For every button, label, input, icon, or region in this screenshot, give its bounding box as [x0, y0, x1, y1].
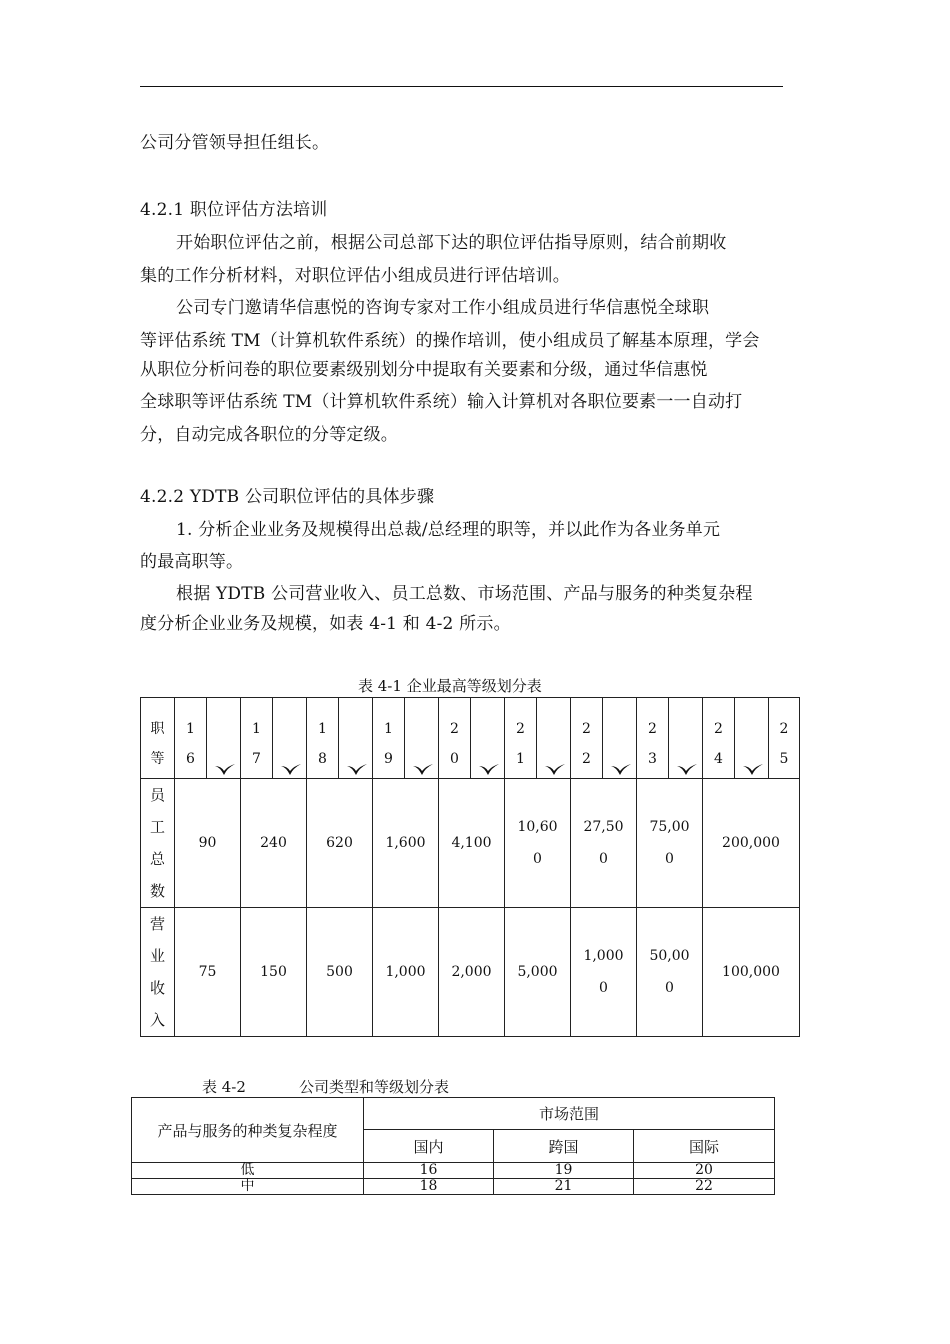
table1-caption: 表 4-1 企业最高等级划分表: [358, 677, 542, 695]
table-row: [132, 1163, 775, 1179]
checkmark-icon: [345, 763, 369, 777]
table-cell: 200,000: [703, 779, 800, 908]
paragraph-text: 1. 分析企业业务及规模得出总裁/总经理的职等，并以此作为各业务单元: [176, 520, 721, 540]
table-cell: 1,600: [373, 779, 439, 908]
paragraph-text: 开始职位评估之前，根据公司总部下达的职位评估指导原则，结合前期收: [176, 233, 727, 253]
table-cell: 18: [364, 1179, 494, 1195]
check-cell: [735, 698, 769, 779]
table-cell: 19: [494, 1163, 634, 1179]
table-cell: 27,50 0: [571, 779, 637, 908]
paragraph-text: 等评估系统 TM（计算机软件系统）的操作培训，使小组成员了解基本原理，学会: [140, 331, 760, 351]
table2-row-header: 产品与服务的种类复杂程度: [132, 1098, 364, 1163]
grade-cell: 2 2: [571, 698, 603, 779]
table1-row-revenue: [141, 908, 800, 1037]
grade-cell: 1 9: [373, 698, 405, 779]
table-cell: 240: [241, 779, 307, 908]
check-cell: [207, 698, 241, 779]
checkmark-icon: [213, 763, 237, 777]
paragraph-text: 从职位分析问卷的职位要素级别划分中提取有关要素和分级，通过华信惠悦: [140, 360, 708, 380]
table-cell: 50,00 0: [637, 908, 703, 1037]
table-cell: 4,100: [439, 779, 505, 908]
table-4-1: [140, 697, 800, 1037]
checkmark-icon: [279, 763, 303, 777]
checkmark-icon: [675, 763, 699, 777]
grade-cell: 1 8: [307, 698, 339, 779]
checkmark-icon: [543, 763, 567, 777]
table-cell: 2,000: [439, 908, 505, 1037]
grade-cell: 2 0: [439, 698, 471, 779]
table-cell: 1,000: [373, 908, 439, 1037]
check-cell: [603, 698, 637, 779]
table1-row-employees: [141, 779, 800, 908]
row-label-employees: 员 工 总 数: [141, 779, 175, 908]
column-header: 国内: [364, 1130, 494, 1163]
table-cell: 75: [175, 908, 241, 1037]
row-label: 中: [132, 1179, 364, 1195]
table-cell: 75,00 0: [637, 779, 703, 908]
checkmark-icon: [411, 763, 435, 777]
check-cell: [537, 698, 571, 779]
row-label: 低: [132, 1163, 364, 1179]
grade-cell: 2 3: [637, 698, 669, 779]
table2-caption-title: 公司类型和等级划分表: [299, 1078, 450, 1096]
header-rule: [140, 86, 783, 87]
grade-cell: 1 7: [241, 698, 273, 779]
table1-header-row: [141, 698, 800, 779]
table-cell: 20: [634, 1163, 775, 1179]
checkmark-icon: [609, 763, 633, 777]
paragraph-text: 根据 YDTB 公司营业收入、员工总数、市场范围、产品与服务的种类复杂程: [176, 584, 753, 604]
section-heading-4-2-2: 4.2.2 YDTB 公司职位评估的具体步骤: [140, 487, 435, 507]
paragraph-text: 分，自动完成各职位的分等定级。: [140, 425, 398, 445]
grade-cell: 2 4: [703, 698, 735, 779]
paragraph-text: 集的工作分析材料，对职位评估小组成员进行评估培训。: [140, 266, 570, 286]
table-cell: 620: [307, 779, 373, 908]
table-cell: 100,000: [703, 908, 800, 1037]
table-cell: 5,000: [505, 908, 571, 1037]
table-cell: 21: [494, 1179, 634, 1195]
table-cell: 10,60 0: [505, 779, 571, 908]
table-cell: 500: [307, 908, 373, 1037]
table2-caption-number: 表 4-2: [202, 1078, 246, 1096]
section-heading-4-2-1: 4.2.1 职位评估方法培训: [140, 200, 328, 220]
checkmark-icon: [477, 763, 501, 777]
table-cell: 1,000 0: [571, 908, 637, 1037]
table-row: [132, 1179, 775, 1195]
grade-cell: 2 5: [769, 698, 800, 779]
paragraph-text: 全球职等评估系统 TM（计算机软件系统）输入计算机对各职位要素一一自动打: [140, 392, 743, 412]
check-cell: [405, 698, 439, 779]
paragraph-text: 的最高职等。: [140, 552, 244, 572]
paragraph-text: 度分析企业业务及规模，如表 4-1 和 4-2 所示。: [140, 614, 511, 634]
checkmark-icon: [741, 763, 765, 777]
grade-cell: 1 6: [175, 698, 207, 779]
column-header: 国际: [634, 1130, 775, 1163]
table-cell: 90: [175, 779, 241, 908]
table-cell: 150: [241, 908, 307, 1037]
table-4-2: [131, 1097, 775, 1195]
column-header: 跨国: [494, 1130, 634, 1163]
table-cell: 22: [634, 1179, 775, 1195]
paragraph-text: 公司专门邀请华信惠悦的咨询专家对工作小组成员进行华信惠悦全球职: [176, 298, 710, 318]
check-cell: [273, 698, 307, 779]
table-cell: 16: [364, 1163, 494, 1179]
check-cell: [471, 698, 505, 779]
grade-cell: 2 1: [505, 698, 537, 779]
row-label-revenue: 营 业 收 入: [141, 908, 175, 1037]
check-cell: [669, 698, 703, 779]
paragraph-text: 公司分管领导担任组长。: [140, 133, 330, 153]
grade-header-label: 职 等: [141, 698, 175, 779]
check-cell: [339, 698, 373, 779]
table2-group-header: 市场范围: [364, 1098, 775, 1130]
